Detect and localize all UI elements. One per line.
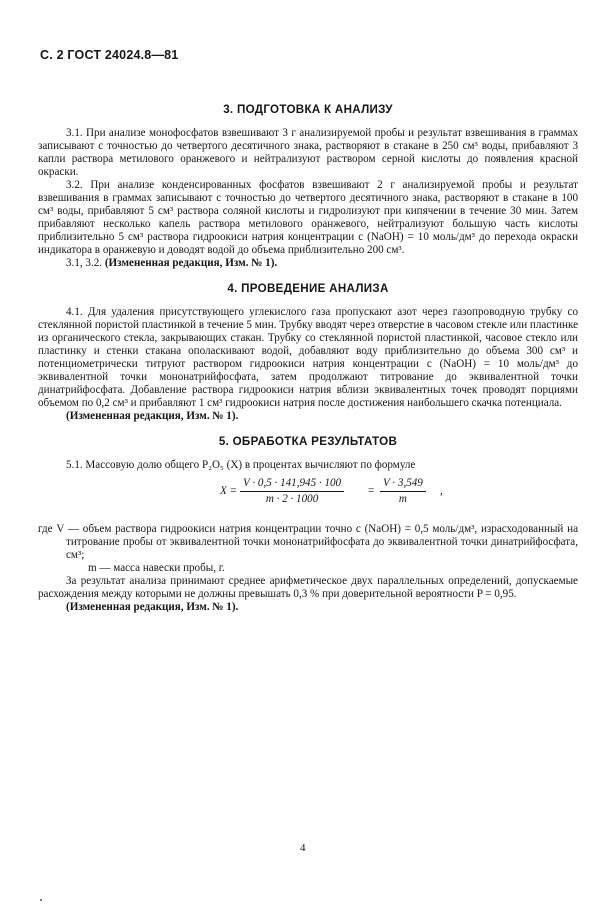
section-5-amendment-note: (Измененная редакция, Изм. № 1). [66, 601, 239, 613]
paragraph-4-1: 4.1. Для удаления присутствующего углекислого газа пропускают азот через газопроводную трубку со стеклянной пористой пластинкой в течение 5 мин. Трубку вводят через отверстие в часовом стекле или пластинке из органического стекла, закрывающих стакан. Трубку со стеклянной пористой пластинкой, часовое стекло или пластинку и стенки стакана ополаскивают водой, добавляют воду приблизительно до объема 300 см³ и потенциометрически титруют раствором гидроокиси натрия концентрации c (NaOH) = 10 моль/дм³ до эквивалентной точки мононатрийфосфата, затем продолжают титрование до эквивалентной точки динатрийфосфата. Добавление раствора гидроокиси натрия вблизи эквивалентных точек проводят порциями объемом по 0,2 см³ и прибавляют 1 см³ гидроокиси натрия после достижения наибольшего скачка потенциала. [38, 306, 578, 409]
page-number: 4 [300, 842, 306, 854]
section-3-heading: 3. ПОДГОТОВКА К АНАЛИЗУ [223, 103, 393, 116]
formula-denominator-1: m · 2 · 1000 [265, 493, 319, 505]
formula-fraction-2 [380, 477, 426, 506]
amendment-text: (Измененная редакция, Изм. № 1). [104, 257, 278, 269]
formula-legend-m: m — масса навески пробы, г. [88, 562, 225, 574]
section-4-heading: 4. ПРОВЕДЕНИЕ АНАЛИЗА [227, 282, 389, 295]
formula-lhs: X = [220, 485, 238, 497]
page-header: С. 2 ГОСТ 24024.8—81 [40, 48, 179, 62]
formula-block [38, 477, 578, 515]
amendment-clause-ref: 3.1, 3.2. [66, 257, 103, 269]
paragraph-5-result: За результат анализа принимают среднее арифметическое двух параллельных определений, допускаемые расхождения между которыми не должны превышать 0,3 % при доверительной вероятности P = 0,95. [38, 575, 578, 600]
paragraph-5-1: 5.1. Массовую долю общего P₂O₅ (X) в процентах вычисляют по формуле [66, 459, 416, 471]
scan-speck [40, 899, 42, 901]
paragraph-3-2: 3.2. При анализе конденсированных фосфатов взвешивают 2 г анализируемой пробы и результат взвешивания в граммах записывают с точностью до четвертого десятичного знака, растворяют в стакане в 100 см³ воды, прибавляют 5 см³ раствора соляной кислоты и гидролизуют при кипячении в течение 30 мин. Затем прибавляют несколько капель раствора метилового оранжевого, нейтрализуют большую часть кислоты приблизительно 5 см³ раствора гидроокиси натрия концентрации c (NaOH) = 10 моль/дм³ до перехода окраски индикатора в оранжевую и доводят водой до объема приблизительно 200 см³. [38, 179, 578, 256]
formula-numerator-2: V · 3,549 [380, 477, 426, 492]
section-4-amendment-note: (Измененная редакция, Изм. № 1). [66, 410, 239, 422]
formula-fraction-1 [240, 477, 344, 506]
formula-denominator-2: m [398, 493, 407, 505]
document-body [38, 103, 578, 614]
formula-numerator-1: V · 0,5 · 141,945 · 100 [240, 477, 344, 492]
section-3-amendment-note [38, 257, 578, 270]
formula-equals: = [368, 485, 375, 497]
formula-legend-v: где V — объем раствора гидроокиси натрия концентрации точно c (NaOH) = 0,5 моль/дм³, израсходованный на титрование пробы от эквивалентной точки мононатрийфосфата до эквивалентной точки динатрийфосфата, см³; [38, 523, 578, 561]
paragraph-3-1: 3.1. При анализе монофосфатов взвешивают 3 г анализируемой пробы и результат взвешивания в граммах записывают с точностью до четвертого десятичного знака, растворяют в стакане в 250 см³ воды, прибавляют 3 капли раствора метилового оранжевого и нейтрализуют раствором серной кислоты до появления красной окраски. [38, 127, 578, 178]
formula-comma: , [440, 485, 443, 497]
section-5-heading: 5. ОБРАБОТКА РЕЗУЛЬТАТОВ [218, 435, 398, 448]
